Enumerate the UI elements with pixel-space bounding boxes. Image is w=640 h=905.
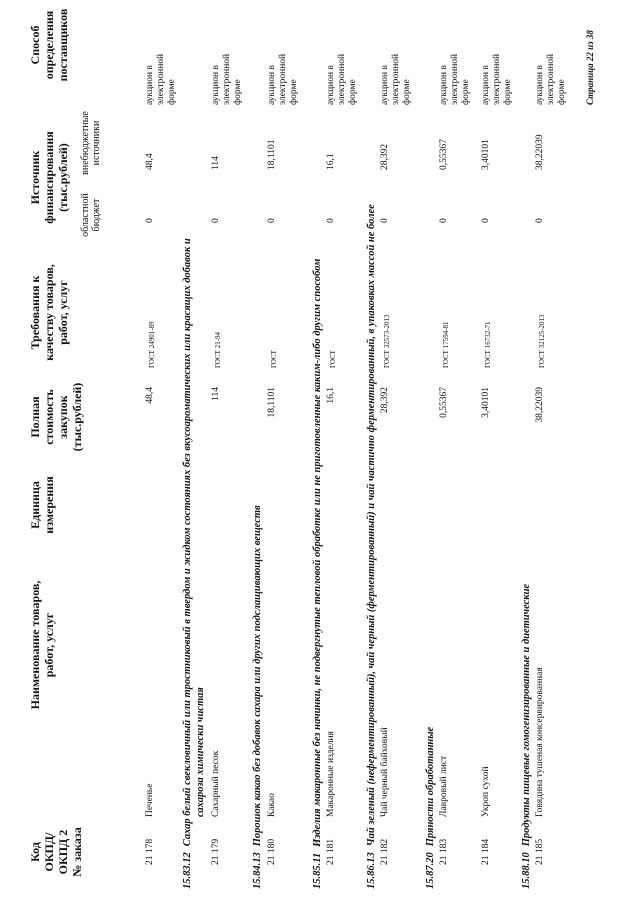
header-method-line: Способ	[28, 25, 42, 65]
group-code: 15.84.13	[252, 852, 263, 889]
row-method	[535, 41, 568, 105]
row-code: 21 184	[481, 838, 491, 865]
group-code: 15.85.11	[312, 852, 323, 889]
row-cost: 28,392	[380, 387, 390, 414]
row-method	[439, 41, 472, 105]
header-fin-regional-line: бюджет	[91, 198, 102, 232]
row-regional: 0	[267, 218, 277, 223]
header-fin-regional-line: областной	[80, 193, 91, 237]
row-extra: 114	[211, 156, 221, 170]
header-unit-line: Единица	[28, 481, 42, 529]
header-name-line: работ, услуг	[42, 612, 56, 678]
row-code: 21 185	[535, 838, 545, 865]
row-method-line: аукцион в	[267, 65, 277, 105]
row-method	[481, 41, 514, 105]
header-code-line: ОКПД/	[42, 832, 56, 872]
row-regional: 0	[145, 218, 155, 223]
group-code: 15.87.20	[425, 852, 436, 889]
row-extra: 16,1	[326, 153, 336, 170]
header-cost-line: (тыс.рублей)	[70, 382, 84, 452]
row-name: Укроп сухой	[481, 766, 491, 817]
row-method-line: электронной	[546, 53, 556, 105]
row-regional: 0	[326, 218, 336, 223]
row-code: 21 179	[211, 838, 221, 865]
header-fin-line: (тыс.рублей)	[56, 143, 70, 212]
row-method-line: электронной	[450, 53, 460, 105]
group-title: Сахар белый свекловичный или тростниковый в твердом и жидком состояниях без вкусоароматических или красящих добавок и	[182, 238, 193, 847]
row-req: ГОСТ 32125-2013	[538, 314, 546, 368]
header-method-line: определения	[42, 10, 56, 80]
row-regional: 0	[439, 218, 449, 223]
header-req-line: качеству товаров,	[42, 264, 56, 361]
header-unit-line: измерения	[42, 476, 56, 534]
group-heading	[366, 204, 378, 889]
row-code: 21 180	[267, 838, 277, 865]
header-code-line: ОКПД 2	[56, 829, 70, 875]
row-req: ГОСТ	[270, 350, 278, 368]
row-extra: 18,1101	[267, 139, 277, 170]
row-cost: 114	[211, 387, 221, 401]
row-method-line: форме	[167, 79, 177, 105]
header-code-line: № заказа	[70, 827, 84, 877]
row-code: 21 183	[439, 838, 449, 865]
row-cost: 16,1	[326, 387, 336, 404]
row-cost: 0,55367	[439, 387, 449, 418]
row-req: ГОСТ 24901-89	[148, 321, 156, 368]
row-name: Чай черный байховый	[380, 727, 390, 817]
header-name-line: Наименование товаров,	[28, 580, 42, 710]
row-req: ГОСТ 32573-2013	[383, 314, 391, 368]
row-name: Макаронные изделия	[326, 731, 336, 817]
row-regional: 0	[380, 218, 390, 223]
row-method	[211, 41, 244, 105]
row-method-line: форме	[557, 79, 567, 105]
header-req-line: Требования к	[28, 275, 42, 350]
group-heading	[521, 584, 533, 889]
header-requirements	[28, 255, 70, 370]
header-fin-extra-line: внебюджетные	[80, 111, 91, 175]
row-extra: 48,4	[145, 153, 155, 170]
header-cost	[28, 372, 84, 462]
row-method	[267, 41, 300, 105]
row-method-line: аукцион в	[481, 65, 491, 105]
group-title: Изделия макаронные без начинки, не подвергнутые тепловой обработке или не приготовленные каким-либо другим способом	[312, 258, 323, 847]
group-code: 15.83.12	[182, 852, 193, 889]
row-req: ГОСТ	[329, 350, 337, 368]
group-title: Порошок какао без добавок сахара или других подслащивающих веществ	[252, 505, 263, 847]
row-extra: 0,55367	[439, 139, 449, 170]
header-fin-extra-line: источники	[91, 120, 102, 166]
row-method-line: форме	[402, 79, 412, 105]
header-fin-line: Источник	[28, 150, 42, 205]
group-code: 15.88.10	[521, 852, 532, 889]
group-heading-cont: сахароза химически чистая	[195, 687, 206, 817]
group-title: Продукты пищевые гомогенизированные и диетические	[521, 583, 532, 847]
group-title: Чай зеленый (неферментированный), чай черный (ферментированный) и чай частично ферментированный, в упаковках массой не более	[366, 204, 377, 847]
group-code: 15.86.13	[366, 852, 377, 889]
row-method	[326, 41, 359, 105]
header-unit	[28, 470, 56, 540]
header-fin-line: финансирования	[42, 131, 56, 224]
group-heading	[182, 238, 194, 889]
row-method	[145, 41, 178, 105]
header-fin-regional	[80, 180, 102, 250]
group-heading	[312, 259, 324, 889]
row-regional: 0	[535, 218, 545, 223]
header-cost-line: Полная	[28, 396, 42, 438]
row-method-line: аукцион в	[380, 65, 390, 105]
row-method-line: аукцион в	[535, 65, 545, 105]
header-method-line: поставщиков	[56, 8, 70, 82]
row-cost: 48,4	[145, 387, 155, 404]
row-method	[380, 41, 413, 105]
row-method-line: форме	[289, 79, 299, 105]
row-method-line: электронной	[278, 53, 288, 105]
row-regional: 0	[481, 218, 491, 223]
row-req: ГОСТ 16732-71	[484, 321, 492, 368]
header-name	[28, 535, 56, 755]
row-req: ГОСТ 17594-81	[442, 321, 450, 368]
row-code: 21 181	[326, 838, 336, 865]
row-method-line: электронной	[492, 53, 502, 105]
header-code	[28, 813, 84, 891]
row-code: 21 182	[380, 838, 390, 865]
row-method-line: электронной	[391, 53, 401, 105]
row-cost: 38,22039	[535, 387, 545, 423]
group-heading	[425, 727, 437, 889]
row-name: Лавровый лист	[439, 755, 449, 817]
header-fin-extra	[80, 103, 102, 183]
group-title: Пряности обработанные	[425, 726, 436, 847]
row-name: Печенье	[145, 783, 155, 817]
row-method-line: форме	[233, 79, 243, 105]
page-number: Страница 22 из 38	[585, 30, 595, 105]
header-req-line: работ, услуг	[56, 280, 70, 345]
row-method-line: форме	[348, 79, 358, 105]
row-method-line: аукцион в	[326, 65, 336, 105]
row-extra: 3,40101	[481, 139, 491, 170]
row-regional: 0	[211, 218, 221, 223]
row-method-line: аукцион в	[439, 65, 449, 105]
row-name: Говядина тушеная консервированная	[535, 667, 545, 817]
header-financing	[28, 110, 70, 245]
row-cost: 18,1101	[267, 387, 277, 418]
row-extra: 38,22039	[535, 134, 545, 170]
row-method-line: электронной	[222, 53, 232, 105]
header-cost-line: стоимость	[42, 389, 56, 445]
header-code-line: Код	[28, 842, 42, 862]
row-method-line: форме	[503, 79, 513, 105]
row-cost: 3,40101	[481, 387, 491, 418]
row-name: Сахарный песок	[211, 750, 221, 817]
row-method-line: электронной	[156, 53, 166, 105]
header-cost-line: закупок	[56, 395, 70, 439]
row-code: 21 178	[145, 838, 155, 865]
row-name: Какао	[267, 793, 277, 817]
row-method-line: форме	[461, 79, 471, 105]
row-req: ГОСТ 21-94	[214, 331, 222, 368]
row-method-line: аукцион в	[145, 65, 155, 105]
group-heading	[252, 505, 264, 889]
row-method-line: электронной	[337, 53, 347, 105]
row-method-line: аукцион в	[211, 65, 221, 105]
row-extra: 28,392	[380, 143, 390, 170]
header-method	[28, 0, 70, 90]
